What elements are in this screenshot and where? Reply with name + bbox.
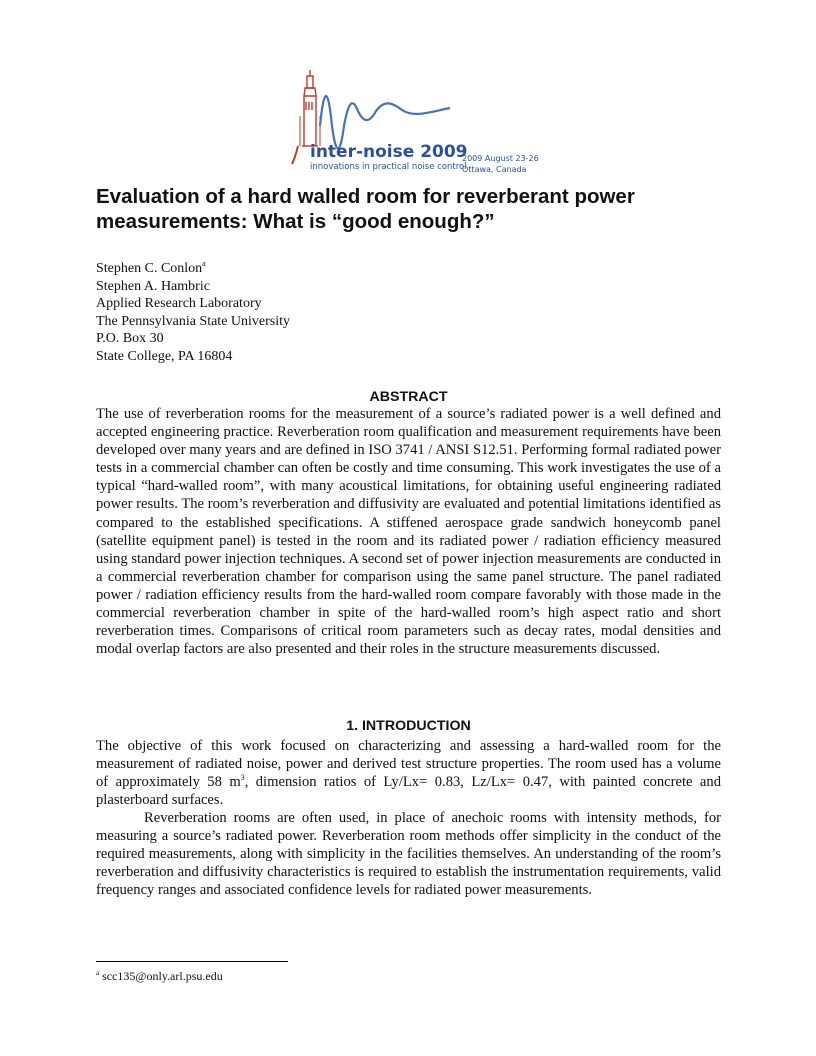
affiliation-line-3: P.O. Box 30 [96, 331, 164, 347]
sound-wave-icon [320, 96, 450, 149]
author-2: Stephen A. Hambric [96, 278, 210, 294]
author-1-footnote-mark: a [202, 259, 206, 268]
introduction-heading: 1. INTRODUCTION [346, 718, 471, 734]
abstract-text: The use of reverberation rooms for the measurement of a source’s radiated power is a well defined and accepted engineering practice. Reverberation room qualification and measurement requirements have been developed over many years and are defined in ISO 3741 / ANSI S12.51. Performing formal radiated power tests in a commercial chamber can often be costly and time consuming. This work investigates the use of a typical “hard-walled room”, with many acoustical limitations, for obtaining useful engineering radiated power results. The room’s reverberation and diffusivity are evaluated and potential limitations identified as compared to the established specifications. A stiffened aerospace grade sandwich honeycomb panel (satellite equipment panel) is tested in the room and its radiated power / radiation efficiency measured using standard power injection techniques. A second set of power injection measurements are conducted in a commercial reverberation chamber for comparison using the same panel structure. The panel radiated power / radiation efficiency results from the hard-walled room compare favorably with those made in the commercial reverberation chamber in spite of the hard-walled room’s high aspect ratio and short reverberation times. Comparisons of critical room parameters such as decay rates, modal densities and modal overlap factors are also presented and their roles in the structure measurements discussed. [96, 406, 721, 658]
paper-title [96, 184, 736, 234]
author-1: Stephen C. Conlon$^a$ [96, 259, 206, 276]
conference-logo [290, 66, 550, 176]
abstract-heading: ABSTRACT [369, 389, 448, 405]
footnote-rule [96, 961, 288, 962]
title-line-1: Evaluation of a hard walled room for reverberant power [96, 185, 635, 208]
intro-paragraph-2: Reverberation rooms are often used, in place of anechoic rooms with intensity methods, for measuring a source’s radiated power. Reverberation room methods offer simplicity in the conduct of the required measurements, along with simplicity in the facilities themselves. An understanding of the room’s reverberation and diffusivity characteristics is required to establish the instrumentation requirements, valid frequency ranges and associated confidence levels for radiated power measurements. [96, 810, 721, 899]
footnote [96, 969, 223, 984]
affiliation-line-1: Applied Research Laboratory [96, 296, 262, 312]
footnote-mark: a [96, 969, 100, 977]
author-block [96, 260, 290, 366]
logo-date: 2009 August 23-26 [462, 154, 539, 163]
logo-place: Ottawa, Canada [462, 165, 527, 174]
cubic-superscript: 3 [240, 773, 245, 783]
intro-paragraph-1: The objective of this work focused on characterizing and assessing a hard-walled room for the measurement of radiated noise, power and derived test structure properties. The room used has a volume of approximately 58 $m^3$, dimension ratios of Ly/Lx= 0.83, Lz/Lx= 0.47, with painted concrete and plasterboard surfaces. [96, 738, 721, 809]
title-line-2: measurements: What is “good enough?” [96, 210, 495, 233]
affiliation-line-2: The Pennsylvania State University [96, 313, 291, 329]
logo-tagline: innovations in practical noise control [310, 162, 467, 172]
affiliation-line-4: State College, PA 16804 [96, 348, 233, 364]
logo-name: inter-noise 2009 [310, 142, 468, 162]
footnote-email: scc135@only.arl.psu.edu [102, 969, 223, 983]
